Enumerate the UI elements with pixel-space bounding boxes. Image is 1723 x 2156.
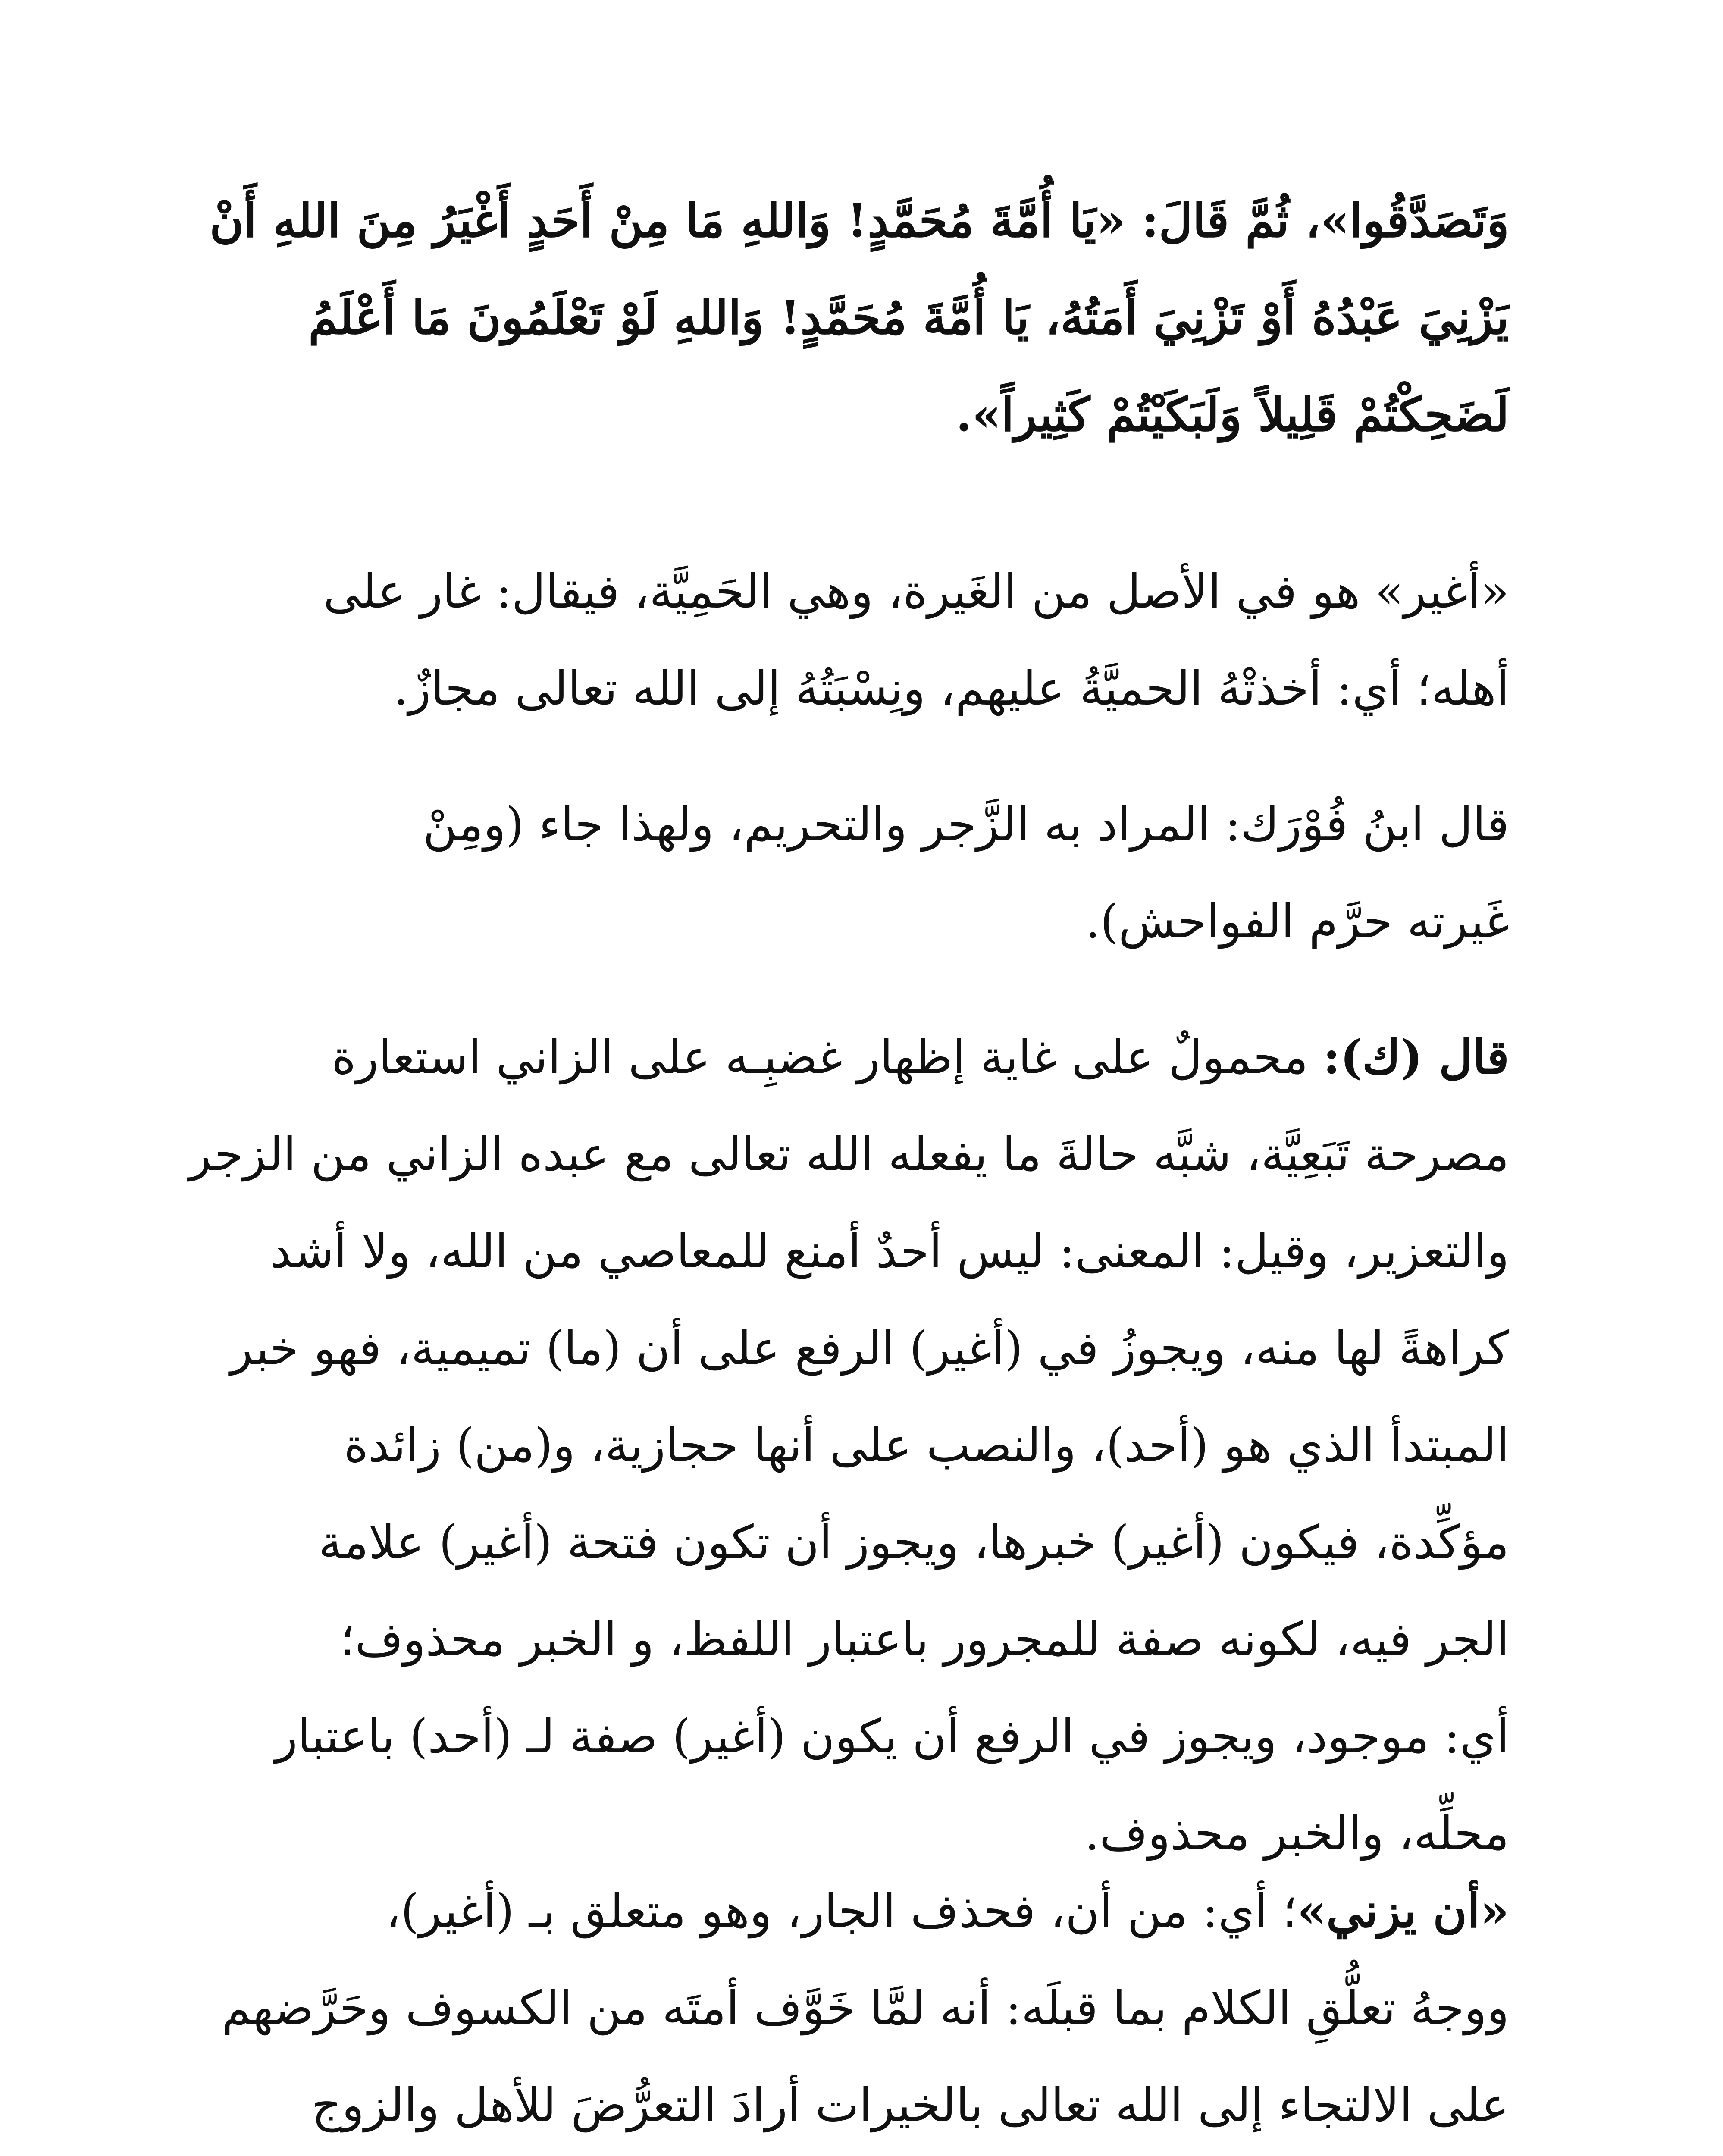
- commentary-paragraph-aghyar: [216, 543, 1509, 737]
- paragraph-line: ووجهُ تعلُّقِ الكلام بما قبلَه: أنه لمَّا خَوَّف أمتَه من الكسوف وحَرَّضهم: [222, 1981, 1509, 2035]
- paragraph-line: [216, 2154, 1509, 2156]
- paragraph-lead: «أن يزني»: [1297, 1884, 1509, 1938]
- paragraph-line: قال ابنُ فُوْرَك: المراد به الزَّجر والتحريم، ولهذا جاء (ومِنْ: [423, 798, 1509, 852]
- paragraph-line: [216, 1009, 1509, 1106]
- paragraph-line: المبتدأ الذي هو (أحد)، والنصب على أنها حجازية، و(من) زائدة: [344, 1419, 1509, 1473]
- paragraph-line: على الالتجاء إلى الله تعالى بالخيرات أرادَ التعرُّضَ للأهل والزوج: [311, 2078, 1509, 2132]
- paragraph-line: والتعزير، وقيل: المعنى: ليس أحدٌ أمنع للمعاصي من الله، ولا أشد: [270, 1225, 1509, 1279]
- commentary-paragraph-ibn-furak: [216, 776, 1509, 970]
- paragraph-line: أي: موجود، ويجوز في الرفع أن يكون (أغير) صفة لـ (أحد) باعتبار: [275, 1710, 1509, 1764]
- paragraph-line: مؤكِّدة، فيكون (أغير) خبرها، ويجوز أن تكون فتحة (أغير) علامة: [318, 1516, 1509, 1570]
- paragraph-line: [216, 1863, 1509, 1960]
- paragraph-line: أهله؛ أي: أخذتْهُ الحميَّةُ عليهم، ونِسْبَتُهُ إلى الله تعالى مجازٌ.: [393, 662, 1509, 716]
- commentary-paragraph-an-yazni: [216, 1863, 1509, 2156]
- hadith-line: يَزْنِيَ عَبْدُهُ أَوْ تَزْنِيَ أَمَتُهُ، يَا أُمَّةَ مُحَمَّدٍ! وَاللهِ لَوْ تَعْلَمُونَ مَا أَعْلَمُ: [308, 291, 1509, 345]
- paragraph-line: محلِّه، والخبر محذوف.: [1084, 1807, 1509, 1861]
- paragraph-line: الجر فيه، لكونه صفة للمجرور باعتبار اللفظ، و الخبر محذوف؛: [340, 1613, 1509, 1667]
- paragraph-line: كراهةً لها منه، ويجوزُ في (أغير) الرفع على أن (ما) تميمية، فهو خبر: [230, 1322, 1509, 1376]
- paragraph-line: «أغير» هو في الأصل من الغَيرة، وهي الحَمِيَّة، فيقال: غار على: [323, 565, 1509, 619]
- hadith-text: [210, 172, 1509, 464]
- paragraph-text: محمولٌ على غاية إظهار غضبِـه على الزاني استعارة: [332, 1031, 1323, 1084]
- commentary-paragraph-kaf: [188, 1009, 1509, 1882]
- hadith-line: وَتَصَدَّقُوا»، ثُمَّ قَالَ: «يَا أُمَّةَ مُحَمَّدٍ! وَاللهِ مَا مِنْ أَحَدٍ أَغْيَرُ مِنَ اللهِ أَنْ: [210, 194, 1509, 248]
- paragraph-line: غَيرته حرَّم الفواحش).: [1085, 895, 1509, 949]
- paragraph-line: مصرحة تَبَعِيَّة، شبَّه حالةَ ما يفعله الله تعالى مع عبده الزاني من الزجر: [188, 1128, 1509, 1181]
- hadith-line: لَضَحِكْتُمْ قَلِيلاً وَلَبَكَيْتُمْ كَثِيراً».: [955, 388, 1509, 442]
- paragraph-lead: قال (ك):: [1323, 1030, 1509, 1084]
- paragraph-text: ؛ أي: من أن، فحذف الجار، وهو متعلق بـ (أغير)،: [385, 1884, 1297, 1938]
